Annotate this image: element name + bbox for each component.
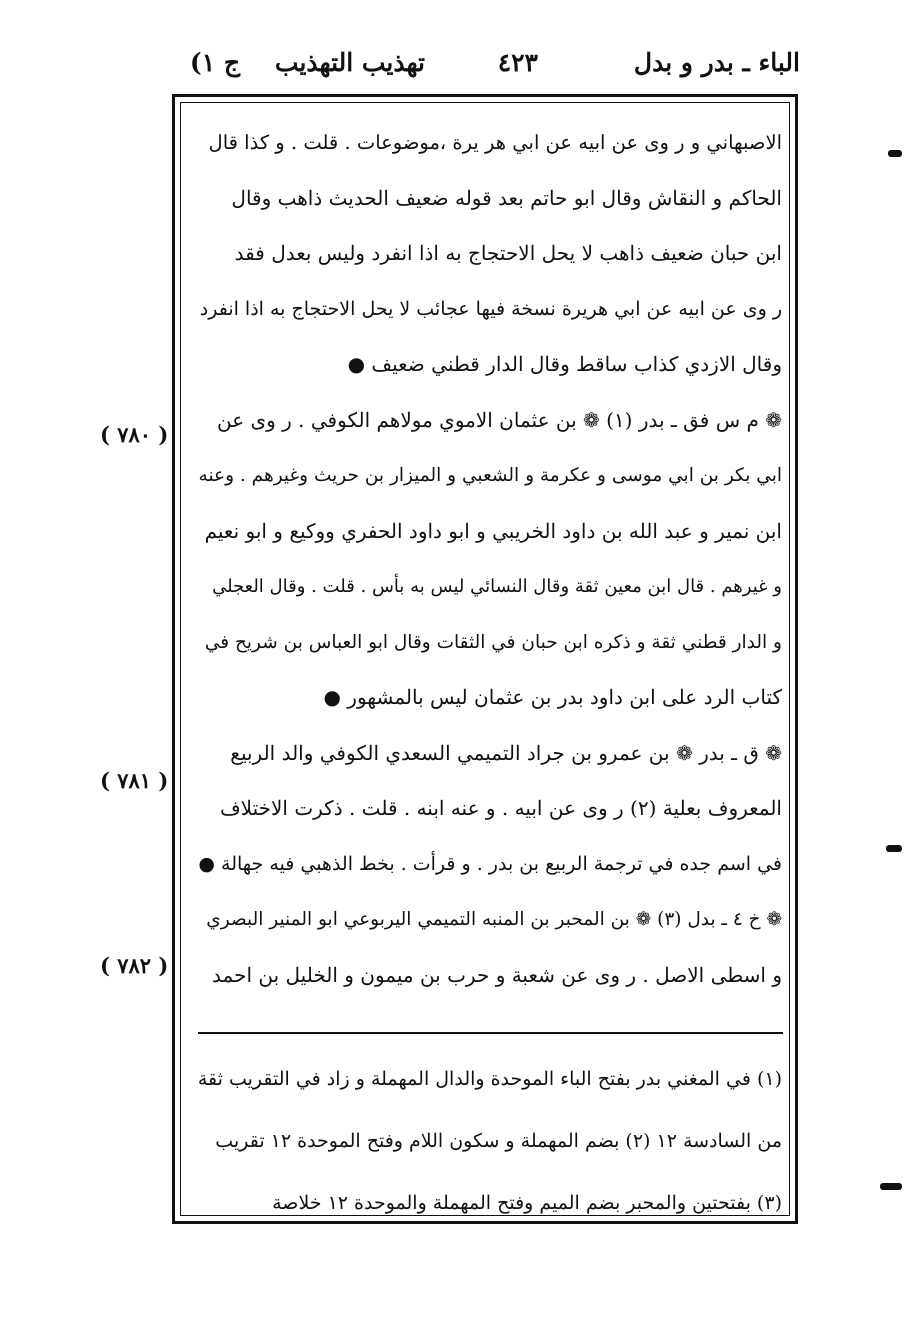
entry-number: ( ٧٨٠ ) (100, 422, 169, 447)
footnote-line: من السادسة ١٢ (٢) بضم المهملة و سكون اللام وفتح الموحدة ١٢ تقريب (215, 1130, 782, 1152)
entry-number: ( ٧٨٢ ) (100, 953, 169, 978)
footnotes (198, 1048, 782, 1234)
text-line: و اسطى الاصل . ر وى عن شعبة و حرب بن ميمون و الخليل بن احمد (212, 962, 782, 987)
header-section: الباء ـ بدر و بدل (633, 48, 800, 77)
page-header (180, 48, 800, 88)
footnote-line: (٣) بفتحتين والمحبر بضم الميم وفتح المهملة والموحدة ١٢ خلاصة (272, 1192, 782, 1214)
text-line: كتاب الرد على ابن داود بدر بن عثمان ليس بالمشهور ● (323, 685, 782, 709)
text-line: و غيرهم . قال ابن معين ثقة وقال النسائي ليس به بأس . قلت . وقال العجلي (212, 576, 782, 597)
footnote-line: (١) في المغني بدر بفتح الباء الموحدة والدال المهملة و زاد في التقريب ثقة (198, 1068, 782, 1090)
text-line: ابي بكر بن ابي موسى و عكرمة و الشعبي و الميزار بن حريث وغيرهم . وعنه (198, 465, 782, 486)
text-line: ابن نمير و عبد الله بن داود الخريبي و ابو داود الحفري ووكيع و ابو نعيم (204, 518, 782, 543)
header-volume: ج ١) (189, 48, 240, 77)
text-line: الحاكم و النقاش وقال ابو حاتم بعد قوله ضعيف الحديث ذاهب وقال (231, 185, 782, 210)
text-line: ر وى عن ابيه عن ابي هريرة نسخة فيها عجائب لا يحل الاحتجاج به اذا انفرد (199, 297, 782, 320)
main-text (198, 115, 782, 1003)
text-line: و الدار قطني ثقة و ذكره ابن حبان في الثقات وقال ابو العباس بن شريح في (204, 631, 782, 653)
text-line: وقال الازدي كذاب ساقط وقال الدار قطني ضعيف ● (347, 352, 782, 376)
text-line: ❁ خ ٤ ـ بدل (٣) ❁ بن المحبر بن المنبه التميمي اليربوعي ابو المنير البصري (206, 909, 782, 930)
text-line: في اسم جده في ترجمة الربيع بن بدر . و قرأت . بخط الذهبي فيه جهالة ● (198, 852, 782, 875)
text-line: المعروف بعلية (٢) ر وى عن ابيه . و عنه ابنه . قلت . ذكرت الاختلاف (219, 796, 782, 820)
text-line: ابن حبان ضعيف ذاهب لا يحل الاحتجاج به اذا انفرد وليس بعدل فقد (234, 241, 782, 265)
header-page-number: ٤٢٣ (497, 48, 538, 77)
footnote-divider (198, 1032, 783, 1034)
text-line: ❁ ق ـ بدر ❁ بن عمرو بن جراد التميمي السعدي الكوفي والد الربيع (230, 740, 782, 765)
text-line: الاصبهاني و ر وى عن ابيه عن ابي هر يرة ،موضوعات . قلت . و كذا قال (208, 131, 782, 154)
text-line: ❁ م س فق ـ بدر (١) ❁ بن عثمان الاموي مولاهم الكوفي . ر وى عن (216, 407, 782, 432)
entry-number: ( ٧٨١ ) (100, 768, 169, 793)
scan-mark (888, 150, 902, 157)
scan-mark (886, 845, 902, 852)
scan-mark (880, 1183, 902, 1190)
header-book-title: تهذيب التهذيب (274, 48, 425, 77)
